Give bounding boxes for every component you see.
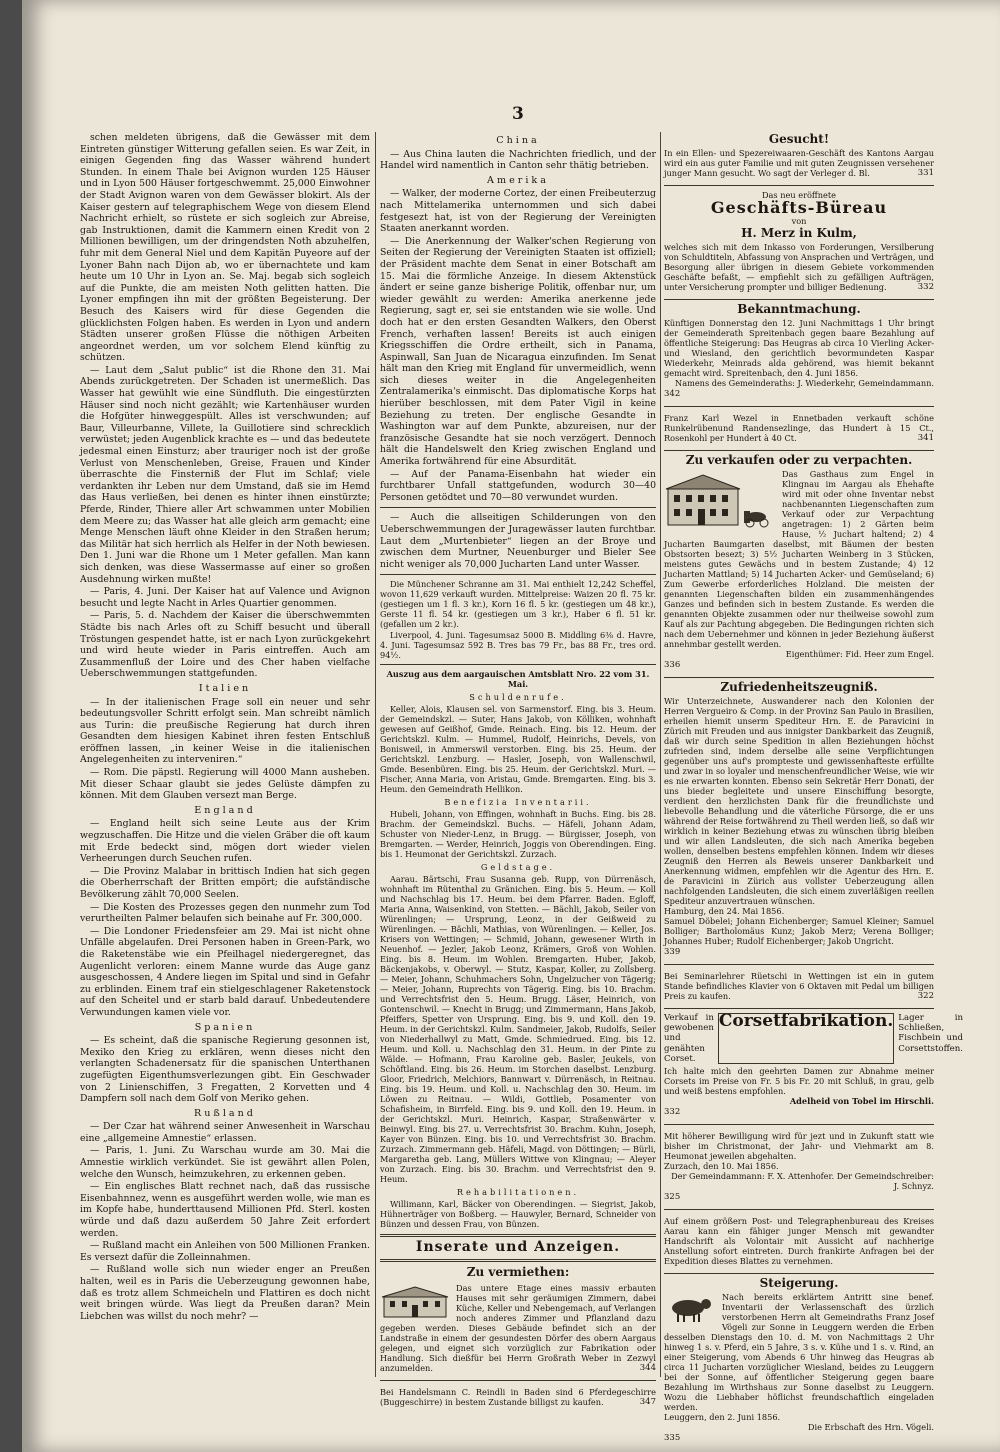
ad-number: 339 (664, 947, 681, 957)
bekannt-text: Künftigen Donnerstag den 12. Juni Nachmittags 1 Uhr bringt der Gemeinderath Spreitenbach gegen baare Bezahlung auf öffentliche Steigerung: Das Heugras ab circa 10 Vierling Acker- und Wiesland, den gerichtlich bevormundeten Kaspar Wiederkehr, Meinrads alda gehörend, was hiemit bekannt gemacht wird. Spreitenbach, den 4. Juni 1856. (664, 318, 934, 378)
rehab-text: Willimann, Karl, Bäcker von Oberendingen. — Siegrist, Jakob, Hühnerträger von Boßberg. — Hauwyler, Bernard, Schneider von Bünzen und dessen Frau, von Bünzen. (380, 1199, 656, 1230)
column-rule (375, 132, 376, 1377)
divider (380, 1259, 656, 1262)
ad-geschirre (380, 1385, 656, 1410)
vermiethen-text: Das untere Etage eines massiv erbauten Hauses mit sehr geräumigen Zimmern, dabei Küche, Keller und Nebengemach, auf Verlangen noch anderes Zimmer und Pflanzland dazu gegeben werden. Dieses Gebäude befindet sich an der Landstraße in einem der gesundesten Dörfer des obern Aargaus gelegen, und eignet sich vorzüglich zur Fabrikation oder Handlung. Sich dießfür bei Herrn Großrath Weber in Zezwyl anzumelden. (380, 1282, 656, 1373)
article-paragraph: — Laut dem „Salut public“ ist die Rhone den 31. Mai Abends zurückgetreten. Der Schaden ist unermeßlich. Das Wasser hat gewühlt wie eine Sündfluth. Die eingestürzten Häuser sind noch nicht gezählt; wie Kartenhäuser wurden die Hofgüter hinweggespült. Alles ist verschwunden; auf Baur, Villeurbanne, Villete, la Guillotiere sind schrecklich verwüstet; jeden Augenblick krachte es — und das bedeutete jedesmal einen Einsturz; aber trauriger noch ist der große Verlust von Menschenleben, Greise, Frauen und Kinder überraschte die Finsterniß der Flut im Schlaf; viele verdankten ihr Leben nur dem Umstand, daß sie im Hemd das Haus verließen, bei denen es hinter ihnen einstürzte; Pferde, Rinder, Thiere aller Art schwammen unter Mobilien dem Meere zu; das Wasser hat alle gleich arm gemacht; eine Menge Menschen läuft ohne Kleider in den Straßen herum; das Militär hat sich herrlich als Helfer in der Noth bewiesen. Den 1. Juni war die Rhone um 1 Meter gefallen. Man kann sich denken, was diese Wassermasse auf einer so großen Ausdehnung wirken mußte! (80, 364, 370, 585)
ad-gasthaus (664, 467, 934, 673)
ad-number: 344 (639, 1362, 656, 1373)
geldstage-text: Aarau. Bärtschi, Frau Susanna geb. Rupp, von Dürrenäsch, wohnhaft im Rütenthal zu Gränichen. Eing. bis 5. Heum. — Koll und Nachschlag bis 17. Heum. bei dem Pfarrer. Baden. Egloff, Maria Anna, Waisenkind, von Stetten. — Bächli, Jakob, Seiler von Würenlingen; — Ursprung, Leonz, in der Geißweid zu Würenlingen. — Bächli, Mathias, von Würenlingen. — Keller, Jos. Krisers von Wettingen; — Schmid, Johann, gewesener Wirth in Neuenhof. — Jezler, Jakob Leonz, Krämers, Groß von Wohlen. Eing. bis 8. Heum. im Wohlen. Bremgarten. Huber, Jakob, Bäckenjakobs, v. Oberwyl. — Stutz, Kaspar, Koller, zu Zollsberg. — Meier, Johann, Schuhmachers Sohn, Ungelzucher von Tägerig; — Meier, Johann, Ruprechts von Tägerig. Eing. bis 10. Brachm. und Verrechtsfrist den 5. Heum. Brugg. Läser, Heinrich, von Gontenschwil. — Knecht in Brugg; und Zimmermann, Hans Jakob, Pfeiffers, Spetter von Ursprung. Eing. bis 9. und Koll. den 19. Heum. in der Gerichtskzl. Kulm. Sandmeier, Jakob, Rudolfs, Seiler von Niederhallwyl zu Matt, Gmde. Schmiedrued. Eing. bis 12. Heum. und Koll. u. Nachschlag den 31. Heum. in der Pinte zu Wälde. — Hofmann, Frau Karoline geb. Basler, Jeukels, von Schöftland. Eing. bis 26. Heum. im Storchen daselbst. Lenzburg. Gloor, Friedrich, Melchiors, Bannwart v. Dürrenäsch, in Reitnau. Eing. bis 19. Heum. und Koll. u. Nachschlag den 30. Heum. im Löwen zu Reitnau. — Wildi, Gottlieb, Posamenter von Schafisheim, in Birrfeld. Eing. bis 9. und Koll. den 19. Heum. in der Gerichtskzl. Muri. Heinrich, Kaspar, Straßenwärter v. Beinwyl. Eing. bis 27. u. Verrechtsfrist 30. Brachm. Kuhn, Joseph, Kayer von Bünzen. Eing. bis 10. und Verrechtsfrist 30. Brachm. Zurzach. Zimmermann geb. Häfeli, Magd. von Döttingen; — Bürli, Margaretha geb. Lang, Müllers Wittwe von Klingnau; — Aleyer von Zurzach. Eing. bis 30. Brachm. und Verrechtsfrist den 9. Heum. (380, 874, 656, 1185)
ad-corset (664, 1064, 934, 1120)
article-paragraph: — Die Londoner Friedensfeier am 29. Mai ist nicht ohne Unfälle abgelaufen. Drei Personen haben in Green-Park, wo die Raketenstäbe wie ein Pfeilhagel niedergeregnet, das Augenlicht verloren: einem Manne wurde das Auge ganz ausgeschossen, 4 Andere liegen im Spital und sind in Gefahr zu erblinden. Einem traf ein stielgeschlagener Raketenstock auf den Scheitel und er starb bald darauf. Unbedeutendere Verwundungen kamen viele vor. (80, 925, 370, 1018)
market-report: Die Münchener Schranne am 31. Mai enthielt 12,242 Scheffel, wovon 11,629 verkauft wurden. Mittelpreise: Waizen 20 fl. 75 kr. (gestiegen um 1 fl. 3 kr.), Korn 16 fl. 5 kr. (gestiegen um 48 kr.), Gerste 11 fl. 54 kr. (gestiegen um 3 kr.), Haber 6 fl. 51 kr. (gefallen um 2 kr.). (380, 579, 656, 630)
verkaufen-text: Das Gasthaus zum Engel in Klingnau im Aargau als Ehehafte wird mit oder ohne Inventar nebst nachbenannten Liegenschaften zum Verkauf oder zur Verpachtung angetragen: 1) 2 Gärten beim Hause, ½ Juchart haltend; 2) 4 Jucharten Baumgarten daselbst, mit Bäumen der besten Obstsorten besezt; 3) 5½ Jucharten Weinberg in 3 Stücken, meistens gutes Gewächs und in bestem Zustande; 4) 12 Jucharten Mattland; 5) 14 Jucharten Acker- und Gemüseland; 6) Zum Gewerbe erforderliches Holzland. Die meisten der genannten Liegenschaften bilden ein zusammenhängendes Ganzes und befinden sich in bestem Zustande. Es werden die genannten Objekte zusammen oder nur theilweise sowohl zum Kauf als zur Pachtung abgegeben. Die Bedingungen richten sich nach dem Uebernehmer und können in jeder Beziehung äußerst annehmbar gestellt werden. (664, 469, 934, 649)
article-paragraph: — Paris, 1. Juni. Zu Warschau wurde am 30. Mai die Amnestie wirklich verkündet. Sie ist gewährt allen Polen, welche den Wunsch, heimzukehren, zu erkennen geben. (80, 1145, 370, 1180)
bureau-text: welches sich mit dem Inkasso von Forderungen, Versilberung von Schuldtiteln, Abfassung von Ansprachen und Verträgen, und Besorgung aller übrigen in diesem Gebiete vorkommenden Geschäfte befaßt, — empfiehlt sich zu gefälligen Aufträgen, unter Versicherung prompter und billiger Bedienung. (664, 242, 934, 292)
ad-number: 331 (917, 168, 934, 178)
zufrieden-names: Samuel Döbelei; Johann Eichenberger; Samuel Kleiner; Samuel Bolliger; Bartholomäus Kunz; Jakob Merz; Verena Bolliger; Johannes Huber; Rudolf Eichenberger; Jakob Ungricht. (664, 916, 934, 946)
divider (380, 1380, 656, 1381)
zufrieden-heading: Zufriedenheitszeugniß. (720, 680, 878, 694)
corset-header (664, 1011, 964, 1064)
divider (664, 964, 934, 965)
verkaufen-heading: Zu verkaufen oder zu verpachten. (685, 453, 913, 467)
column-rule (660, 132, 661, 1377)
corset-sign: Adelheid von Tobel im Hirschli. (789, 1096, 934, 1107)
zufrieden-text: Wir Unterzeichnete, Auswanderer nach den Kolonien der Herren Vergueiro & Comp. in der Provinz San Paulo in Brasilien, erheilen hiemit unserm Spediteur Hrn. E. de Paravicini in Zürich mit Freuden und aus innigster Dankbarkeit das Zeugniß, daß wir durch seine Spedition in allen Beziehungen höchst zufrieden sind, indem derselbe alle seine Verpflichtungen gegenüber uns auf's prompteste und gewissenhafteste erfüllte und zwar in so loyaler und menschenfreundlicher Weise, wie wir es nie erwarten konnten. Ebenso sein Sekretär Herr Donati, der uns bieder begleitete und unsere Einschiffung besorgte, verdient den herzlichsten Dank für die freundlichste und liebevolle Behandlung und die väterliche Fürsorge, die er uns während der Reise fortwährend zu Theil werden ließ, so daß wir wirklich in keiner Beziehung etwas zu wünschen übrig bleiben und wir allen Landsleuten, die sich nach Amerika begeben wollen, denselben bestens empfehlen können. Indem wir dieses Zeugniß den Herren als Beweis unserer Dankbarkeit und Anerkennung widmen, empfehlen wir die Agentur des Hrn. E. de Paravicini in Zürich aus vollster Ueberzeugung allen nachfolgenden Landsleuten, die sich einem zuverläßigen reellen Spediteur anzuvertrauen wünschen. (664, 696, 934, 906)
house-engraving-icon (380, 1285, 450, 1319)
divider (380, 1234, 656, 1237)
ad-markt (664, 1129, 934, 1205)
ad-bureau (664, 240, 934, 295)
ad-bekanntmachung (664, 316, 934, 402)
article-paragraph: — Paris, 4. Juni. Der Kaiser hat auf Valence und Avignon besucht und legte Nacht in Arles Quartier genommen. (80, 586, 370, 609)
geldstage-heading: Geldstage. (480, 862, 556, 873)
benefizia-heading: Benefizia Inventarii. (444, 797, 592, 808)
article-paragraph: — Rußland macht ein Anleihen von 500 Millionen Franken. Es versezt dafür die Zolleinnahmen. (80, 1240, 370, 1263)
schuldenrufe-heading: Schuldenrufe. (469, 692, 567, 703)
ad-vermiethen (380, 1281, 656, 1376)
article-paragraph: — Auf der Panama-Eisenbahn hat wieder ein furchtbarer Unfall stattgefunden, wodurch 30—40 Personen getödtet und 70—80 verwundet wurden. (380, 468, 656, 503)
gesucht-heading: Gesucht! (768, 132, 830, 146)
section-heading-italien: Italien (198, 682, 252, 694)
bureau-name: H. Merz in Kulm, (741, 226, 857, 240)
ad-number: 332 (917, 282, 934, 292)
bekanntmachung-heading: Bekanntmachung. (737, 302, 861, 316)
post-text: Auf einem größern Post- und Telegraphenbureau des Kreises Aarau kann ein fähiger junger Mensch mit gewandter Handschrift als Volontair mit Aussicht auf nachherige Anstellung sofort eintreten. Durch frankirte Anfragen bei der Expedition dieses Blattes zu vernehmen. (664, 1216, 934, 1267)
article-paragraph: — Walker, der moderne Cortez, der einen Freibeuterzug nach Mittelamerika unternommen und sich dabei festgesezt hat, ist von der Regierung der Vereinigten Staaten anerkannt worden. (380, 188, 656, 235)
divider (664, 406, 934, 407)
ad-number: 322 (917, 991, 934, 1001)
article-paragraph: — Auch die allseitigen Schilderungen von den Ueberschwemmungen der Juragewässer lauten furchtbar. Laut dem „Murtenbieter“ liegen an der Broye und zwischen dem Murtner, Neuenburger und Bieler See nicht weniger als 70,000 Jucharten Land unter Wasser. (380, 512, 656, 570)
article-paragraph: — Die Anerkennung der Walker'schen Regierung von Seiten der Regierung der Vereinigten Staaten ist offiziell; der Präsident machte dem Senat in einer Botschaft am 15. Mai die förmliche Anzeige. In diesem Aktenstück ändert er seine ganze bisherige Politik, offenbar nur, um wieder gewählt zu werden: Amerika anerkenne jede Regierung, sagt er, sei sie entstanden wie sie wolle. Und doch hat er den ersten Gesandten Walkers, den Oberst French, verhaften lassen! Bereits ist auch einigen Kriegsschiffen die Ordre ertheilt, sich in Panama, Aspinwall, San Juan de Nicaragua einzufinden. Im Senat hält man den Krieg mit England für unvermeidlich, wenn sich dieses weiter in die Angelegenheiten Zentralamerika's einmischt. Das diplomatische Korps hat hierüber beschlossen, mit dem Pater Vigil in keine Beziehung zu treten. Der englische Gesandte in Washington war auf dem Punkte, abzureisen, nur der französische Gesandte hat sie noch verzögert. Dennoch hält die Handelswelt den Krieg zwischen England und Amerika fortwährend für eine Absurdität. (380, 235, 656, 468)
bureau-pre: Das neu eröffnete (761, 190, 836, 200)
ad-rueben (664, 411, 934, 446)
divider (380, 664, 656, 665)
geschirre-text: Bei Handelsmann C. Reindli in Baden sind 6 Pferdegeschirre (Buggeschirre) in bestem Zustande billigst zu kaufen. (380, 1386, 656, 1407)
rehab-heading: Rehabilitationen. (456, 1187, 580, 1198)
article-paragraph: — Aus China lauten die Nachrichten friedlich, und der Handel wird namentlich in Canton sehr thätig betrieben. (380, 148, 656, 172)
divider (664, 1209, 934, 1210)
markt-text: Mit höherer Bewilligung wird für jezt und in Zukunft statt wie bisher im Christmonat, der Jahr- und Viehmarkt am 8. Heumonat jeweilen abgehalten. (664, 1131, 934, 1162)
ad-zufrieden (664, 694, 934, 960)
corset-title: Corsetfabrikation. (718, 1013, 894, 1064)
article-paragraph: — Der Czar hat während seiner Anwesenheit in Warschau eine „allgemeine Amnestie“ erlassen. (80, 1121, 370, 1144)
article-paragraph: — Die Kosten des Prozesses gegen den nunmehr zum Tod verurtheilten Palmer belaufen sich beinahe auf Fr. 300,000. (80, 901, 370, 925)
rueben-text: Franz Karl Wezel in Ennetbaden verkauft schöne Runkelrübenund Randensezlinge, das Hundert à 15 Ct., Rosenkohl per Hundert à 40 Ct. (664, 413, 934, 443)
market-report: Liverpool, 4. Juni. Tagesumsaz 5000 B. Middling 6⅜ d. Havre, 4. Juni. Tagesumsaz 592 B. Tres bas 79 Fr., bas 88 Fr., tres ord. 94½. (380, 630, 656, 661)
section-heading-china: China (496, 135, 540, 146)
bekannt-sign: Namens des Gemeinderaths: J. Wiederkehr, Gemeindammann. (675, 378, 934, 388)
corset-left: Verkauf in gewobenen und genähten Corset. (664, 1013, 714, 1064)
inn-engraving-icon (664, 471, 776, 529)
divider (380, 574, 656, 575)
divider (664, 1124, 934, 1125)
ad-steigerung (664, 1290, 934, 1446)
page-number: 3 (512, 104, 524, 124)
bureau-von: von (791, 216, 807, 226)
steigerung-heading: Steigerung. (759, 1276, 839, 1291)
section-heading-russland: Rußland (194, 1107, 256, 1119)
ad-klavier (664, 969, 934, 1004)
steigerung-place: Leuggern, den 2. Juni 1856. (664, 1412, 781, 1423)
divider (664, 450, 934, 451)
section-heading-england: England (194, 804, 256, 816)
article-paragraph: — England heilt sich seine Leute aus der Krim wegzuschaffen. Die Hitze und die vielen Gräber die oft kaum mit Erde bedeckt sind, mögen dort wieder vielen Verheerungen durch Seuchen rufen. (80, 818, 370, 865)
amtsblatt-title: Auszug aus dem aargauischen Amtsblatt Nro. 22 vom 31. Mai. (386, 669, 650, 690)
zufrieden-place: Hamburg, den 24. Mai 1856. (664, 906, 785, 916)
ad-post (664, 1214, 934, 1269)
verkaufen-sign: Eigenthümer: Fid. Heer zum Engel. (785, 649, 934, 659)
schuldenrufe-text: Keller, Alois, Klausen sel. von Sarmenstorf. Eing. bis 3. Heum. der Gemeindskzl. — Suter, Hans Jakob, von Kölliken, wohnhaft gewesen auf Geißhof, Gmde. Reinach. Eing. bis 12. Heum. der Gerichtskzl. Kulm. — Hummel, Rudolf, Heinrichs, Devels, von Bonisweil, in Ammerswil verstorben. Eing. bis 25. Heum. der Gerichtskzl. Lenzburg. — Hasler, Joseph, von Wallenschwil, Gmde. Besenbüren. Eing. bis 25. Heum. der Gerichtskzl. Muri. — Fischer, Anna Maria, von Aristau, Gmde. Bremgarten. Eing. bis 3. Heum. den Gemeindrath Hellikon. (380, 704, 656, 795)
ad-gesucht (664, 146, 934, 181)
vermiethen-heading: Zu vermiethen: (466, 1264, 570, 1279)
inserate-title: Inserate und Anzeigen. (415, 1239, 621, 1256)
steigerung-sign: Die Erbschaft des Hrn. Vögeli. (807, 1422, 934, 1433)
ad-number: 336 (664, 660, 681, 670)
markt-place: Zurzach, den 10. Mai 1856. (664, 1161, 779, 1172)
article-paragraph: — In der italienischen Frage soll ein neuer und sehr bedeutungsvoller Schritt erfolgt sein. Man schreibt nämlich aus Turin: die preußische Regierung hat durch ihren Gesandten dem hiesigen Kabinet ihren festen Entschluß eröffnen lassen, „in keiner Weise in die italienischen Angelegenheiten zu interveniren.“ (80, 696, 370, 766)
column-news-world (380, 132, 656, 1407)
column-advertisements (664, 132, 964, 1444)
divider (664, 1273, 934, 1274)
ad-number: 332 (664, 1107, 681, 1118)
divider (664, 677, 934, 678)
article-paragraph: — Rußland wolle sich nun wieder enger an Preußen halten, weil es in Paris die Ueberzeugung gewonnen habe, daß es trotz allem Schmeicheln und Flattiren es doch nicht weit bringen würde. Was liegt da Preußen daran? Mein Liebchen was willst du noch mehr? — (80, 1264, 370, 1322)
article-paragraph: — Ein englisches Blatt rechnet nach, daß das russische Eisenbahnnez, wenn es ausgeführt werden wolle, wie man es im Kopfe habe, hunderttausend Millionen Pfd. Sterl. kosten würde und daß dazu außerdem 50 Jahre Zeit erfordert werden. (80, 1181, 370, 1239)
article-paragraph: — Es scheint, daß die spanische Regierung gesonnen ist, Mexiko den Krieg zu erklären, wenn dieses nicht den verlangten Schadenersatz für die spanischen Unterthanen zugefügten Eigenthumsverlezungen gibt. Ein Geschwader von 2 Linienschiffen, 3 Fregatten, 2 Korvetten und 4 Dampfern soll nach dem Golf von Meriko gehen. (80, 1035, 370, 1105)
ad-number: 347 (639, 1396, 656, 1407)
ad-number: 342 (664, 389, 681, 399)
gesucht-text: In ein Ellen- und Spezereiwaaren-Geschäft des Kantons Aargau wird ein aus guter Familie und mit guten Zeugnissen versehener junger Mann gesucht. Wo sagt der Verleger d. Bl. (664, 148, 934, 178)
klavier-text: Bei Seminarlehrer Rüetschi in Wettingen ist ein in gutem Stande befindliches Klavier von 6 Oktaven mit Pedal um billigen Preis zu kaufen. (664, 971, 934, 1001)
article-paragraph: — Die Provinz Malabar in brittisch Indien hat sich gegen die Oberherrschaft der Britten empört; die aufständische Bevölkerung zählt 70,000 Seelen. (80, 865, 370, 900)
article-paragraph: — Paris, 5. d. Nachdem der Kaiser die überschwemmten Städte bis nach Arles oft zu Schiff besucht und überall Tröstungen gespendet hatte, ist er nach Lyon zurückgekehrt und wird heute wieder in Paris eintreffen. Auch am Zusammenfluß der Loire und des Cher haben vielfache Ueberschwemmungen stattgefunden. (80, 610, 370, 680)
corset-right: Lager in Schließen, Fischbein und Corsettstoffen. (898, 1013, 964, 1054)
steigerung-text: Nach bereits erklärtem Antritt sine benef. Inventarii der Verlassenschaft des ürzlich verstorbenen Herrn alt Gemeindraths Franz Josef Vögeli zur Sonne in Leuggern werden die Erben desselben Dienstags den 10. d. M. von Nachmittags 2 Uhr hinweg 1 s. v. Pferd, ein 5 Jahre, 3 s. v. Kühe und 1 s. v. Rind, an einer Steigerung, vom Abends 6 Uhr hinweg das Heugras ab circa 11 Jucharten vorzüglicher Wiesland, beides zu Leuggern bei der Sonne, auf öffentlicher Steigerung gegen baare Bezahlung im Wirthshaus zur Sonne daselbst zu Leuggern. Wozu die Liebhaber höflichst freundschaftlich eingeladen werden. (664, 1292, 934, 1413)
newspaper-page (22, 0, 1000, 1452)
article-paragraph: schen meldeten übrigens, daß die Gewässer mit dem Eintreten günstiger Witterung gefallen seien. Es war Zeit, in einigen Gegenden fing das Wasser während hundert Stunden. In einem Thale bei Avignon wurden 125 Häuser und in Lyon 500 Häuser fortgeschwemmt. 25,000 Einwohner der Stadt Avignon waren von dem Gewässer blokirt. Als der Kaiser gestern auf telegraphischem Wege von diesem Elend Nachricht erhielt, so rüstete er sich sogleich zur Abreise, gab Instruktionen, damit die Kammern einen Kredit von 2 Millionen bewilligen, um der dringendsten Noth abzuhelfen, fuhr mit dem General Niel und dem Kapitän Puyeore auf der Lyoner Bahn nach Dijon ab, wo er übernachtete und kam heute um 10 Uhr in Lyon an. Se. Maj. begab sich sogleich auf die Punkte, die am meisten Noth gelitten hatten. Die Lyoner empfingen ihn mit der größten Begeisterung. Der Besuch des Kaisers wird für diese Gegenden die glücklichsten Folgen haben. Es werden in Lyon und andern Städten unserer großen Flüsse die nöthigen Arbeiten angeordnet werden, um vor solchem Elend künftig zu schützen. (80, 132, 370, 364)
benefizia-text: Hubeli, Johann, von Effingen, wohnhaft in Buchs. Eing. bis 28. Brachm. der Gemeindskzl. Buchs. — Häfeli, Johann Adam, Schuster von Nieder-Lenz, in Brugg. — Bürgisser, Joseph, von Bremgarten. — Werder, Heinrich, Joggis von Oberendingen. Eing. bis 1. Heumonat der Gerichtskzl. Zurzach. (380, 809, 656, 860)
markt-sign: Der Gemeindammann: F. X. Attenhofer. Der Gemeindschreiber: J. Schnyz. (671, 1171, 934, 1192)
divider (664, 185, 934, 186)
divider (664, 299, 934, 300)
divider (664, 1008, 934, 1009)
corset-text: Ich halte mich den geehrten Damen zur Abnahme meiner Corsets im Preise von Fr. 5 bis Fr. 20 mit Schluß, in grau, gelb und weiß bestens empfohlen. (664, 1066, 934, 1097)
ad-number: 335 (664, 1433, 681, 1444)
ad-number: 325 (664, 1192, 681, 1203)
section-heading-amerika: Amerika (487, 174, 549, 186)
ad-number: 341 (917, 433, 934, 443)
bureau-title: Geschäfts-Büreau (710, 198, 888, 217)
cattle-engraving-icon (664, 1294, 716, 1324)
section-heading-spanien: Spanien (194, 1021, 256, 1033)
column-news-europe (80, 132, 370, 1382)
divider (380, 507, 656, 508)
article-paragraph: — Rom. Die päpstl. Regierung will 4000 Mann ausheben. Mit dieser Schaar glaubt sie jedes Gelüste dämpfen zu können. Mit dem Glauben versezt man Berge. (80, 767, 370, 802)
